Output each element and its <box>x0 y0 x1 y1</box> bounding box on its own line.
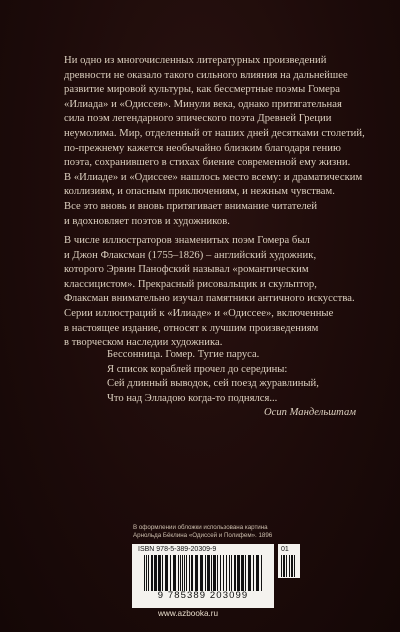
isbn-number: ISBN 978-5-389-20309-9 <box>138 546 217 553</box>
barcode-bar <box>213 555 216 591</box>
barcode-bar <box>217 555 218 591</box>
cover-art-credit <box>133 524 272 541</box>
poem-line: Я список кораблей прочел до середины: <box>107 363 288 375</box>
text-line: Серии иллюстраций к «Илиаде» и «Одиссее», включенные <box>64 307 334 319</box>
barcode-bar <box>184 555 185 591</box>
barcode-bar <box>207 555 210 591</box>
barcode-bar <box>237 555 240 591</box>
barcode-bar <box>151 555 153 591</box>
barcode-bar <box>211 555 212 591</box>
text-line: В числе иллюстраторов знаменитых поэм Гомера был <box>64 235 310 246</box>
isbn-barcode <box>132 544 274 608</box>
credit-line: В оформлении обложки использована картина <box>133 524 268 531</box>
barcode-bar <box>180 555 181 591</box>
intro-paragraph <box>64 54 364 229</box>
credit-line: Арнольда Бёклина «Одиссей и Полифем». 1896 <box>133 532 273 540</box>
barcode-bar <box>241 555 244 591</box>
barcode-bar <box>294 555 295 577</box>
barcode-bar <box>234 555 236 591</box>
barcode-bars <box>144 555 262 591</box>
text-line: древности не оказало такого сильного влияния на дальнейшее <box>64 69 348 81</box>
text-line: поэта, сохранившего в стихах биение современной ему жизни. <box>64 157 351 169</box>
text-line: по-прежнему кажется необычайно близким благодаря гению <box>64 142 341 154</box>
addon-bars <box>281 555 297 577</box>
text-line: и вдохновляет поэтов и художников. <box>64 215 230 227</box>
barcode-bar <box>170 555 171 591</box>
barcode-bar <box>158 555 161 591</box>
barcode-bar <box>261 555 262 591</box>
barcode-bar <box>148 555 149 591</box>
text-line: в творческом наследии художника. <box>64 337 223 349</box>
barcode-bar <box>191 555 193 591</box>
poem-line: Бессонница. Гомер. Тугие паруса. <box>107 349 260 360</box>
text-line: и Джон Флаксман (1755–1826) – английский художник, <box>64 249 317 261</box>
barcode-bar <box>283 555 285 577</box>
barcode-bar <box>253 555 254 591</box>
text-line: Ни одно из многочисленных литературных произведений <box>64 55 327 66</box>
barcode-bar <box>189 555 190 591</box>
illustrator-paragraph <box>64 234 364 351</box>
text-line: коллизиям, и опасным приключениям, и нежным чувствам. <box>64 186 335 198</box>
barcode-bar <box>281 555 282 577</box>
poem-line: Сей длинный выводок, сей поезд журавлиный, <box>107 378 319 390</box>
publisher-website: www.azbooka.ru <box>158 609 219 618</box>
barcode-bar <box>256 555 259 591</box>
text-line: В «Илиаде» и «Одиссее» нашлось место всему: и драматическим <box>64 171 363 183</box>
barcode-bar <box>173 555 176 591</box>
barcode-bar <box>229 555 230 591</box>
barcode-bar <box>223 555 224 591</box>
barcode-bar <box>205 555 206 591</box>
barcode-bar <box>248 555 251 591</box>
barcode-bar <box>165 555 168 591</box>
barcode-bar <box>245 555 246 591</box>
addon-number: 01 <box>281 546 289 553</box>
barcode-bar <box>291 555 293 577</box>
poem-author: Осип Мандельштам <box>264 407 357 418</box>
text-line: классицистом». Прекрасный рисовальщик и скульптор, <box>64 278 317 290</box>
barcode-bar <box>231 555 232 591</box>
barcode-bar <box>186 555 187 591</box>
barcode-bar <box>195 555 198 591</box>
barcode-bar <box>226 555 227 591</box>
barcode-addon <box>278 544 300 578</box>
text-line: Флаксман внимательно изучал памятники античного искусства. <box>64 293 355 305</box>
text-line: неумолима. Мир, отделенный от наших дней десятками столетий, <box>64 127 365 139</box>
poem-epigraph <box>107 348 319 406</box>
text-line: развитие мировой культуры, как бессмертные поэмы Гомера <box>64 84 340 96</box>
barcode-bar <box>178 555 179 591</box>
barcode-bar <box>286 555 287 577</box>
barcode-bar <box>162 555 163 591</box>
text-line: Все это вновь и вновь притягивает внимание читателей <box>64 200 318 212</box>
ean-number: 9 785389 203099 <box>157 590 249 601</box>
text-line: сила поэм легендарного эпического поэта Древней Греции <box>64 113 332 125</box>
barcode-bar <box>182 555 183 591</box>
text-line: «Илиада» и «Одиссея». Минули века, однако притягательная <box>64 98 342 110</box>
barcode-bar <box>220 555 221 591</box>
barcode-bar <box>146 555 147 591</box>
text-line: в настоящее издание, относят к лучшим произведениям <box>64 322 319 334</box>
poem-line: Что над Элладою когда-то поднялся... <box>107 392 278 404</box>
barcode-bar <box>154 555 157 591</box>
barcode-bar <box>200 555 203 591</box>
text-line: которого Эрвин Панофский называл «романтическим <box>64 264 309 276</box>
barcode-bar <box>289 555 290 577</box>
barcode-bar <box>144 555 145 591</box>
